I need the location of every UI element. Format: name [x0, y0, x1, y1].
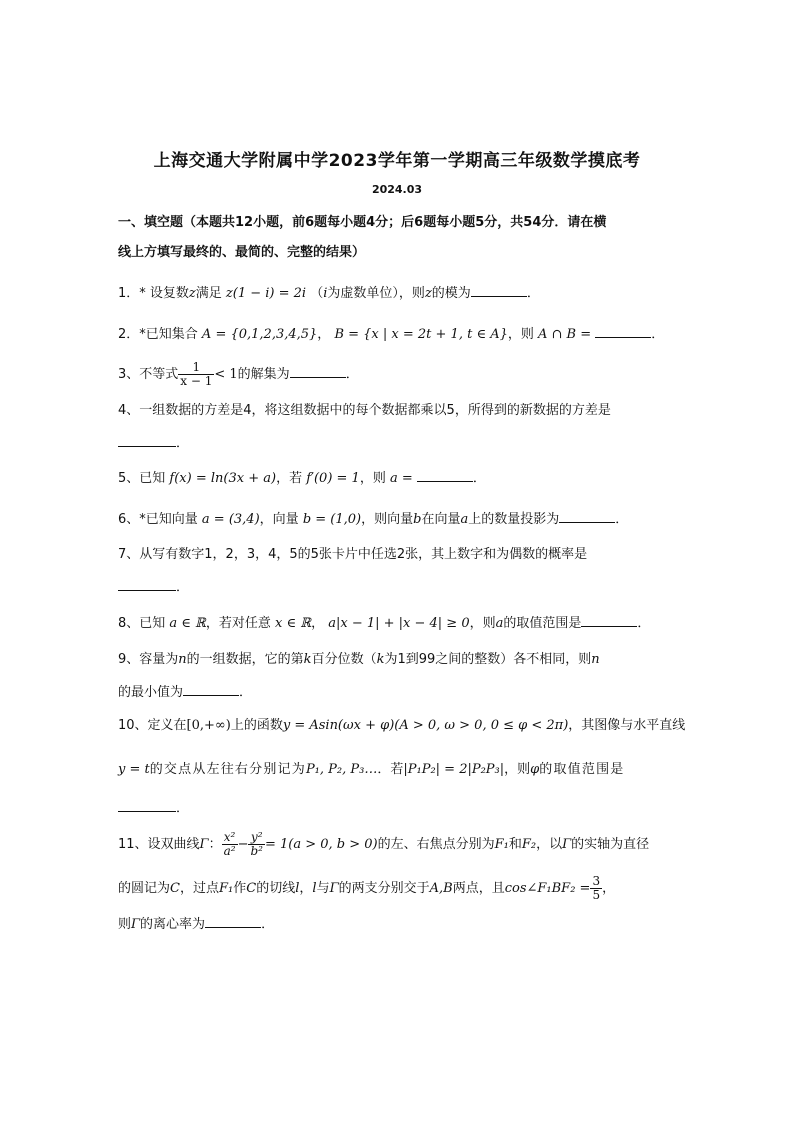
- question-11-line1: 11、设双曲线Γ： $\frac{\text{x²}}{\text{a²}}$ − $\frac{\text{y²}}{\text{b²}}$ = 1(a > 0, b > 0)的左、右焦点分别为F₁和F₂，以Γ的实轴为直径: [118, 830, 650, 858]
- question-10-line2: y = t的交点从左往右分别记为P₁, P₂, P₃…．若|P₁P₂| = 2|P₂P₃|，则φ的取值范围是: [118, 762, 625, 777]
- q10-function: y = Asin(ωx + φ)(A > 0, ω > 0, 0 ≤ φ < 2π): [282, 718, 569, 733]
- question-6: 6、*已知向量 a = (3,4)，向量 b = (1,0)，则向量b在向量a上的数量投影为 ．: [118, 508, 678, 529]
- q2-expr: A ∩ B =: [538, 327, 592, 342]
- answer-blank[interactable]: [595, 323, 651, 338]
- q5-function: f(x) = ln(3x + a): [169, 471, 277, 486]
- question-7-line2: ．: [118, 576, 678, 597]
- question-11-line3: 则Γ的离心率为 ．: [118, 913, 678, 934]
- answer-blank[interactable]: [183, 681, 239, 696]
- question-10-line3: ．: [118, 797, 678, 818]
- q5-condition: f′(0) = 1: [306, 471, 360, 486]
- answer-blank[interactable]: [205, 913, 261, 928]
- question-9-line2: 的最小值为 ．: [118, 681, 678, 702]
- question-2: 2．*已知集合 A = {0,1,2,3,4,5}， B = {x | x = 2t + 1, t ∈ A}，则 A ∩ B = ．: [118, 323, 678, 344]
- answer-blank[interactable]: [118, 432, 176, 447]
- q6-vector-b: b = (1,0): [302, 512, 362, 527]
- answer-blank[interactable]: [417, 467, 473, 482]
- q2-set-a: A = {0,1,2,3,4,5}: [201, 327, 318, 342]
- section-heading-line2: 线上方填写最终的、最简的、完整的结果）: [118, 245, 366, 260]
- section-heading-line1: 一、填空题（本题共12小题，前6题每小题4分；后6题每小题5分，共54分．请在横: [118, 215, 607, 230]
- q8-inequality: a|x − 1| + |x − 4| ≥ 0: [328, 616, 470, 631]
- q2-set-b: B = {x | x = 2t + 1, t ∈ A}: [334, 327, 508, 342]
- question-5: 5、已知 f(x) = ln(3x + a)，若 f′(0) = 1，则 a = ．: [118, 467, 678, 488]
- question-8: 8、已知 a ∈ ℝ，若对任意 x ∈ ℝ， a|x − 1| + |x − 4| ≥ 0，则a的取值范围是 ．: [118, 612, 678, 633]
- question-10-line1: 10、定义在[0,+∞)上的函数y = Asin(ωx + φ)(A > 0, ω > 0, 0 ≤ φ < 2π)，其图像与水平直线: [118, 718, 686, 733]
- exam-date: 2024.03: [371, 183, 423, 196]
- answer-blank[interactable]: [118, 797, 176, 812]
- answer-blank[interactable]: [581, 612, 637, 627]
- question-11-line2: 的圆记为C，过点F₁作C的切线l，l与Γ的两支分别交于A,B两点，且cos∠F₁BF₂ = $\frac{3}{5}$ ，: [118, 874, 616, 902]
- question-7-line1: 7、从写有数字1，2，3，4，5的5张卡片中任选2张，其上数字和为偶数的概率是: [118, 547, 588, 562]
- answer-blank[interactable]: [290, 363, 346, 378]
- q3-fraction: $\frac{1}{x - 1}$: [180, 360, 213, 388]
- page-title: 上海交通大学附属中学2023学年第一学期高三年级数学摸底考: [153, 151, 641, 171]
- q1-equation: z(1 − i) = 2i: [225, 286, 307, 301]
- question-3: 3、不等式 $\frac{1}{x - 1}$ < 1的解集为 ．: [118, 360, 359, 388]
- q6-vector-a: a = (3,4): [201, 512, 260, 527]
- question-1: 1．* 设复数z满足 z(1 − i) = 2i （i为虚数单位），则z的模为 ．: [118, 282, 678, 303]
- question-4-line1: 4、一组数据的方差是4，将这组数据中的每个数据都乘以5，所得到的新数据的方差是: [118, 403, 611, 418]
- answer-blank[interactable]: [471, 282, 527, 297]
- answer-blank[interactable]: [118, 576, 176, 591]
- question-9-line1: 9、容量为n的一组数据，它的第k百分位数（k为1到99之间的整数）各不相同，则n: [118, 652, 600, 667]
- question-4-line2: ．: [118, 432, 678, 453]
- answer-blank[interactable]: [559, 508, 615, 523]
